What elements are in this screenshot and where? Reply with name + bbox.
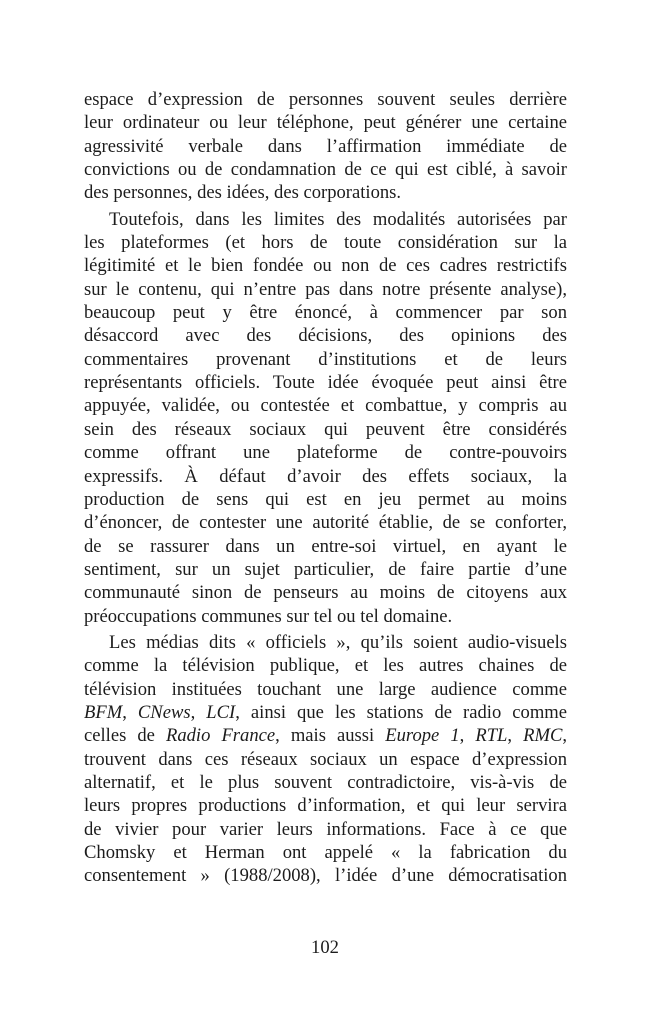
italic-text: CNews	[137, 701, 191, 723]
text-line: télévision instituées touchant une large audience comme	[84, 678, 567, 700]
text-run: ,	[562, 725, 568, 747]
text-line: de se rassurer dans un entre-soi virtuel, en ayant le	[84, 535, 567, 557]
text-run: ,	[459, 725, 476, 747]
text-line: beaucoup peut y être énoncé, à commencer par son	[84, 302, 567, 324]
italic-text: Europe 1	[385, 725, 460, 747]
text-line	[84, 724, 567, 747]
text-line: Les médias dits « officiels », qu’ils soient audio-visuels	[109, 631, 567, 653]
text-line: comme la télévision publique, et les autres chaines de	[84, 655, 567, 677]
text-run: , mais aussi	[275, 725, 386, 747]
text-line: commentaires provenant d’institutions et de leurs	[84, 348, 567, 370]
italic-text: RTL	[475, 725, 508, 747]
text-line: Chomsky et Herman ont appelé « la fabrication du	[84, 842, 567, 863]
text-line: leur ordinateur ou leur téléphone, peut générer une certaine	[84, 112, 567, 134]
text-line: de vivier pour varier leurs informations. Face à ce que	[84, 818, 567, 840]
text-line: convictions ou de condamnation de ce qui est ciblé, à savoir	[84, 159, 567, 181]
text-line: alternatif, et le plus souvent contradictoire, vis-à-vis de	[84, 771, 567, 793]
text-line: désaccord avec des décisions, des opinions des	[84, 325, 567, 347]
text-line: consentement » (1988/2008), l’idée d’une démocratisation	[84, 865, 567, 887]
page-number: 102	[311, 937, 339, 958]
text-line	[84, 701, 567, 724]
text-line: sur le contenu, qui n’entre pas dans notre présente analyse),	[84, 278, 567, 300]
text-run: , ainsi que les stations de radio comme	[235, 701, 568, 723]
text-run: celles de	[84, 725, 166, 747]
italic-text: RMC	[523, 725, 563, 747]
text-line: espace d’expression de personnes souvent seules derrière	[84, 89, 567, 110]
text-line: légitimité et le bien fondée ou non de ces cadres restrictifs	[84, 255, 567, 277]
page-body	[84, 88, 567, 888]
italic-text: Radio France	[165, 725, 276, 747]
paragraph	[84, 88, 567, 205]
text-line: communauté sinon de penseurs au moins de citoyens aux	[84, 582, 567, 604]
text-run: ,	[507, 725, 524, 747]
text-line: appuyée, validée, ou contestée et combattue, y compris au	[84, 395, 567, 417]
text-run: ,	[122, 701, 138, 723]
text-line: sentiment, sur un sujet particulier, de faire partie d’une	[84, 558, 567, 580]
text-line: des personnes, des idées, des corporations.	[84, 182, 402, 204]
text-line: sein des réseaux sociaux qui peuvent être considérés	[84, 418, 567, 440]
paragraph	[84, 208, 567, 628]
text-line: comme offrant une plateforme de contre-pouvoirs	[84, 442, 567, 464]
text-line: agressivité verbale dans l’affirmation immédiate de	[84, 135, 567, 157]
text-line: Toutefois, dans les limites des modalités autorisées par	[109, 208, 567, 230]
text-line: d’énoncer, de contester une autorité établie, de se conforter,	[84, 512, 567, 534]
text-line: expressifs. À défaut d’avoir des effets sociaux, la	[84, 465, 567, 487]
italic-text: BFM	[84, 701, 123, 723]
text-line: production de sens qui est en jeu permet au moins	[84, 488, 567, 510]
text-line: les plateformes (et hors de toute considération sur la	[84, 232, 567, 254]
paragraph	[84, 631, 567, 888]
text-line: leurs propres productions d’information, et qui leur servira	[84, 795, 567, 817]
text-run: ,	[190, 701, 207, 723]
text-line: trouvent dans ces réseaux sociaux un espace d’expression	[84, 748, 567, 770]
italic-text: LCI	[206, 701, 236, 723]
text-line: préoccupations communes sur tel ou tel domaine.	[84, 605, 453, 627]
text-line: représentants officiels. Toute idée évoquée peut ainsi être	[84, 372, 567, 394]
